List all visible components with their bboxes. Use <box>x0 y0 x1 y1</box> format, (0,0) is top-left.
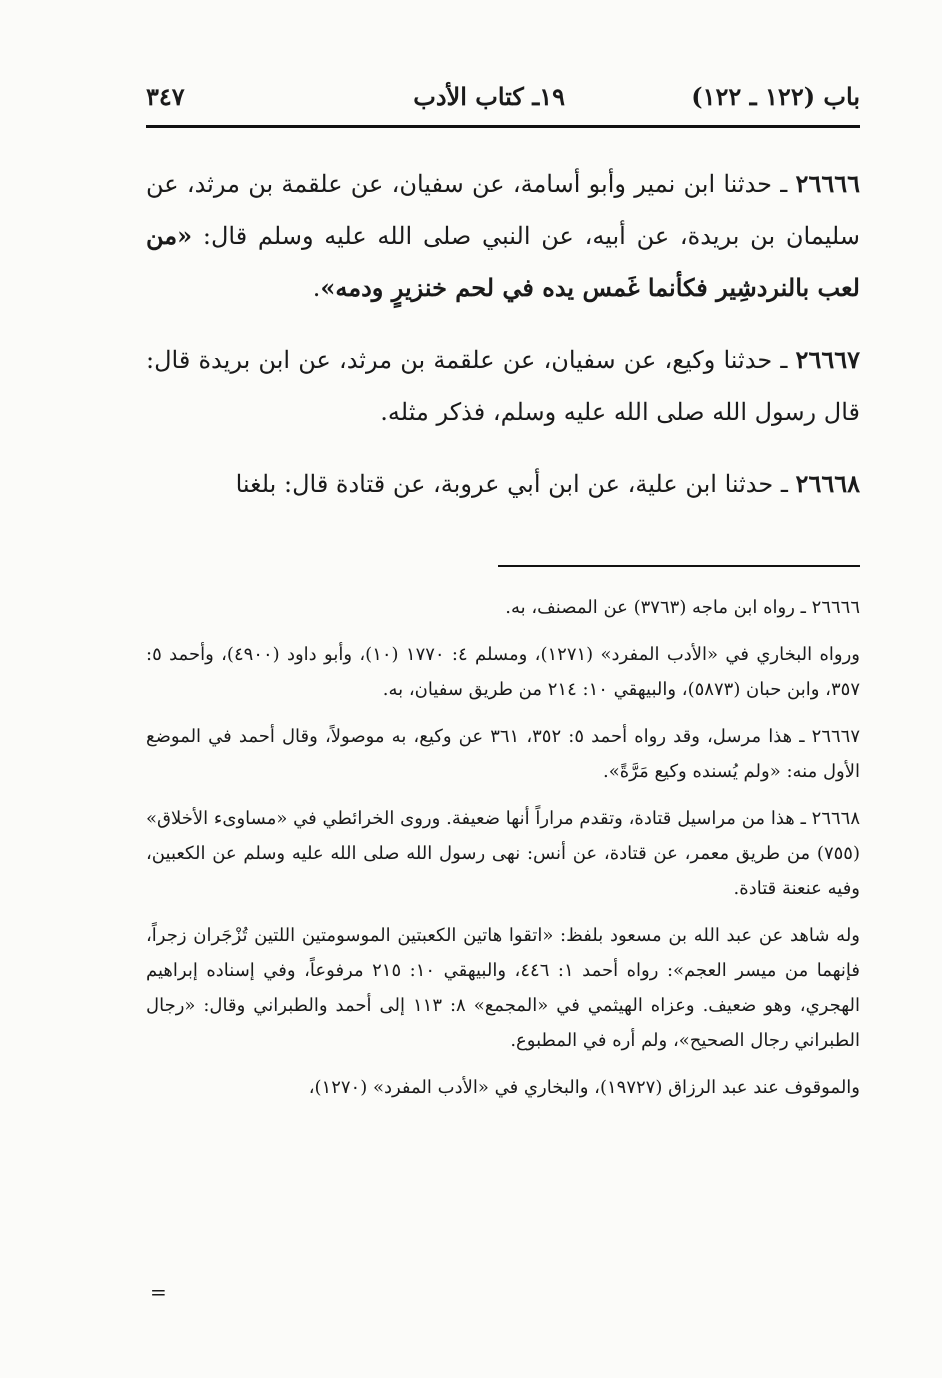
footnote: وله شاهد عن عبد الله بن مسعود بلفظ: «اتقوا هاتين الكعبتين الموسومتين اللتين تُزْجَران زجراً، فإنهما من ميسر العجم»: رواه أحمد ١: ٤٤٦، والبيهقي ١٠: ٢١٥ مرفوعاً، وفي إسناده إبراهيم الهجري، وهو ضعيف. وعزاه الهيثمي في «المجمع» ٨: ١١٣ إلى أحمد والطبراني وقال: «رجال الطبراني رجال الصحيح»، ولم أره في المطبوع. <box>146 925 861 1051</box>
footnote: ٢٦٦٦٨ ـ هذا من مراسيل قتادة، وتقدم مراراً أنها ضعيفة. وروى الخرائطي في «مساوىء الأخلاق» (٧٥٥) من طريق معمر، عن قتادة، عن أنس: نهى رسول الله صلى الله عليه وسلم عن الكعبين، وفيه عنعنة قتادة. <box>146 808 860 899</box>
hadith-number: ٢٦٦٦٦ <box>795 169 860 198</box>
hadith-quote: «من لعب بالنردشِير فكأنما غَمس يده في لحم خنزيرٍ ودمه» <box>146 221 860 302</box>
hadith-text: ـ حدثنا وكيع، عن سفيان، عن علقمة بن مرثد، عن ابن بريدة قال: قال رسول الله صلى الله عليه وسلم، فذكر مثله. <box>146 346 860 426</box>
footnote: ٢٦٦٦٧ ـ هذا مرسل، وقد رواه أحمد ٥: ٣٥٢، ٣٦١ عن وكيع، به موصولاً، وقال أحمد في الموضع الأول منه: «ولم يُسنده وكيع مَرَّةً». <box>146 726 860 782</box>
hadith-paragraph <box>146 458 860 510</box>
page-header <box>146 78 860 126</box>
page-number: ٣٤٧ <box>146 82 185 111</box>
header-section: باب (١٢٢ ـ ١٢٢) <box>691 82 860 111</box>
continuation-mark: = <box>150 1280 167 1304</box>
hadith-text: ـ حدثنا ابن نمير وأبو أسامة، عن سفيان، عن علقمة بن مرثد، عن سليمان بن بريدة، عن أبيه، عن النبي صلى الله عليه وسلم قال: <box>146 170 860 250</box>
hadith-number: ٢٦٦٦٨ <box>795 469 860 498</box>
header-rule <box>146 125 860 128</box>
footnote: ورواه البخاري في «الأدب المفرد» (١٢٧١)، ومسلم ٤: ١٧٧٠ (١٠)، وأبو داود (٤٩٠٠)، وأحمد ٥: ٣٥٧، وابن حبان (٥٨٧٣)، والبيهقي ١٠: ٢١٤ من طريق سفيان، به. <box>146 644 860 700</box>
hadith-paragraph <box>146 158 860 314</box>
footnote: والموقوف عند عبد الرزاق (١٩٧٢٧)، والبخاري في «الأدب المفرد» (١٢٧٠)، <box>308 1077 860 1098</box>
hadith-text: ـ حدثنا ابن علية، عن ابن أبي عروبة، عن قتادة قال: بلغنا <box>235 470 788 498</box>
footnote: ٢٦٦٦٦ ـ رواه ابن ماجه (٣٧٦٣) عن المصنف، به. <box>505 597 860 618</box>
hadith-number: ٢٦٦٦٧ <box>795 345 860 374</box>
footnote-separator <box>498 565 860 567</box>
hadith-paragraph <box>146 334 860 438</box>
hadith-end: . <box>312 274 321 302</box>
header-book-title: ١٩ـ كتاب الأدب <box>413 82 565 111</box>
main-text <box>146 158 860 530</box>
footnotes <box>146 590 860 1117</box>
